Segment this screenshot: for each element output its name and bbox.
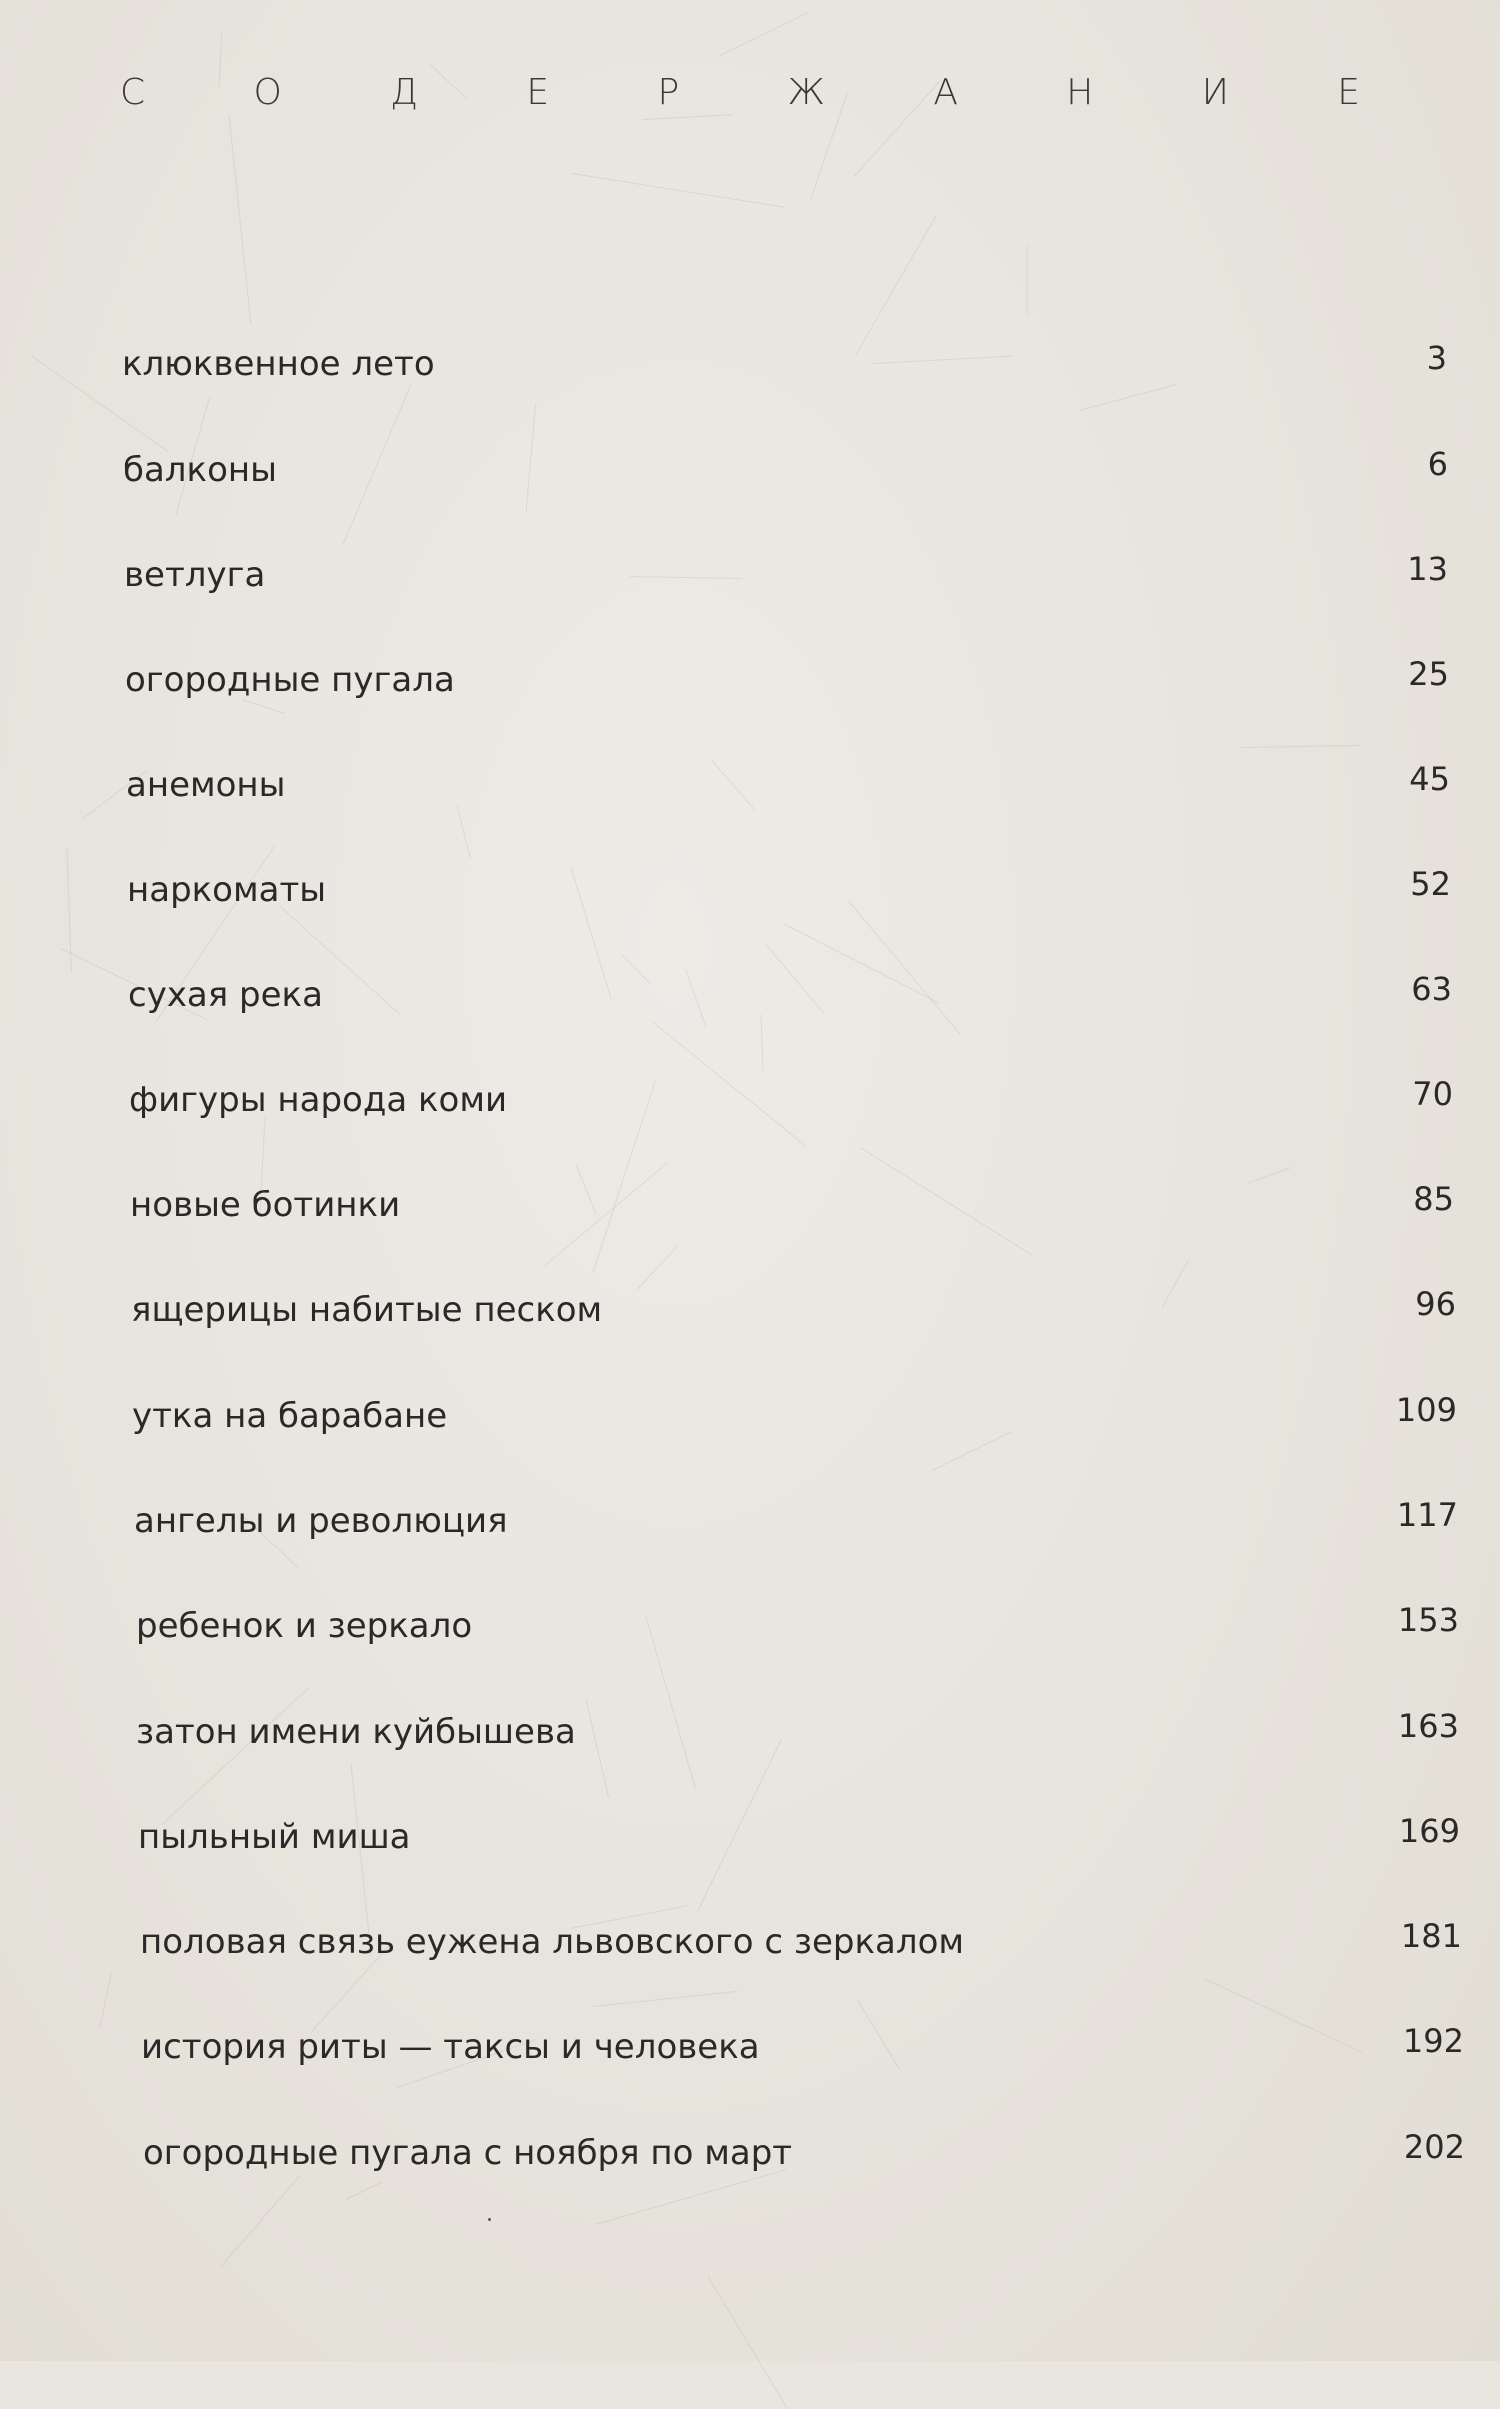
- toc-entry-title: половая связь еужена львовского с зеркалом: [140, 1922, 965, 1962]
- toc-entry-title: ангелы и революция: [134, 1501, 508, 1541]
- heading-letter: Р: [657, 72, 680, 113]
- toc-entry-page: 70: [1412, 1075, 1453, 1113]
- toc-entry-title: ящерицы набитые песком: [131, 1290, 603, 1330]
- toc-entry-title: пыльный миша: [138, 1817, 411, 1857]
- heading-letter: Ж: [787, 72, 825, 113]
- toc-entry-title: огородные пугала с ноября по март: [143, 2133, 793, 2173]
- toc-entry-page: 192: [1402, 2022, 1464, 2060]
- toc-entry-title: огородные пугала: [125, 660, 455, 700]
- heading-letter: С: [120, 72, 146, 113]
- heading-letter: А: [933, 72, 958, 113]
- toc-entry-page: 85: [1413, 1180, 1454, 1218]
- toc-entry-page: 153: [1397, 1601, 1459, 1639]
- heading-letter: Н: [1066, 72, 1094, 113]
- toc-entry-page: 52: [1410, 865, 1451, 903]
- toc-entry-title: наркоматы: [127, 870, 327, 910]
- toc-entry-title: сухая река: [128, 975, 323, 1015]
- toc-entry-page: 63: [1411, 970, 1452, 1008]
- heading-letter: О: [253, 72, 282, 113]
- toc-entry-page: 3: [1426, 339, 1447, 377]
- heading-letter: Д: [390, 72, 419, 113]
- toc-entry-title: утка на барабане: [132, 1396, 448, 1436]
- toc-entry-title: ребенок и зеркало: [136, 1606, 473, 1646]
- toc-entry-page: 163: [1397, 1707, 1459, 1745]
- toc-entry-title: ветлуга: [124, 555, 266, 595]
- toc-entry-page: 202: [1403, 2128, 1465, 2166]
- toc-entry-title: балконы: [123, 450, 277, 490]
- toc-entry-page: 169: [1398, 1812, 1460, 1850]
- ink-speck: [488, 2218, 491, 2221]
- toc-entry-page: 117: [1396, 1496, 1458, 1534]
- toc-entry-page: 13: [1407, 550, 1448, 588]
- heading-letter: Е: [1337, 72, 1360, 113]
- toc-entry-title: фигуры народа коми: [129, 1080, 508, 1120]
- toc-entry-page: 6: [1427, 445, 1448, 483]
- toc-entry-title: новые ботинки: [130, 1185, 401, 1225]
- toc-entry-title: анемоны: [126, 765, 286, 805]
- toc-entry-page: 45: [1409, 760, 1450, 798]
- heading-letter: И: [1201, 72, 1229, 113]
- toc-entry-title: клюквенное лето: [122, 344, 435, 384]
- heading-letter: Е: [526, 72, 550, 113]
- toc-entry-title: история риты — таксы и человека: [141, 2027, 760, 2067]
- toc-entry-page: 109: [1395, 1391, 1457, 1429]
- toc-entry-title: затон имени куйбышева: [136, 1712, 576, 1752]
- toc-entry-page: 96: [1415, 1285, 1456, 1323]
- toc-entry-page: 25: [1408, 655, 1449, 693]
- toc-entry-page: 181: [1400, 1917, 1462, 1955]
